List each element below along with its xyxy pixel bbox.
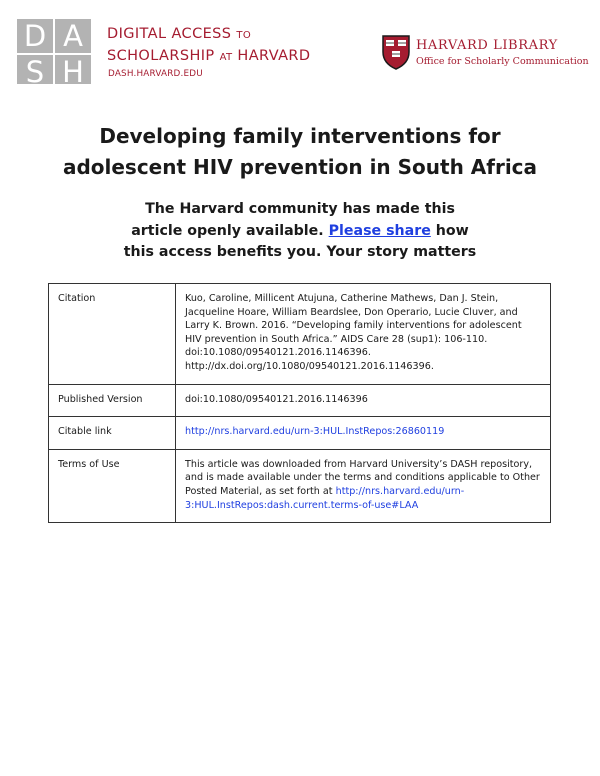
share-line-2-start: article openly available. [131,222,329,239]
dash-title-line-1 [107,24,310,46]
citable-link[interactable]: http://nrs.harvard.edu/urn-3:HUL.InstRepos:26860119 [185,426,445,438]
published-version-label: Published Version [49,384,176,417]
dash-title-text-3: HARVARD [237,48,311,64]
dash-logo-letter-a: A [54,18,92,54]
document-title [20,121,580,183]
share-line-2-end: how [430,222,469,239]
dash-title-small-2: AT [219,52,233,63]
dash-logo-letter-s: S [16,54,54,90]
dash-title [107,24,310,68]
citable-link-label: Citable link [49,417,176,450]
dash-logo-letter-d: D [16,18,54,54]
please-share-link[interactable]: Please share [328,222,431,239]
dash-title-text-2: SCHOLARSHIP [107,48,215,64]
metadata-table [48,283,551,523]
share-line-3: this access benefits you. Your story matters [123,244,477,260]
dash-title-small-1: TO [236,30,251,41]
dash-title-line-2 [107,46,310,68]
terms-of-use-text: This article was downloaded from Harvard University’s DASH repository, and is made available under the terms and conditions applicable to Other Posted Material, as set forth at [185,458,540,497]
harvard-library-subtitle: Office for Scholarly Communication [416,56,589,67]
table-row-terms-of-use [49,449,551,522]
share-line-1: The Harvard community has made this [145,201,455,217]
harvard-shield-icon [381,34,411,70]
citation-text: Kuo, Caroline, Millicent Atujuna, Catherine Mathews, Dan J. Stein, Jacqueline Hoare, William Beardslee, Don Operario, Lucie Cluver, and Larry K. Brown. 2016. “Developing family interventions for adolescent HIV prevention in South Africa.” AIDS Care 28 (sup1): 106-110. doi:10.1080/09540121.2016.1146396. http://dx.doi.org/10.1080/09540121.2016.1146396. [176,284,551,385]
dash-logo [16,18,92,89]
terms-of-use-cell [176,449,551,522]
harvard-library-name: HARVARD LIBRARY [416,38,558,53]
citable-link-cell [176,417,551,450]
dash-logo-letter-h: H [54,54,92,90]
dash-title-text-1: DIGITAL ACCESS [107,26,232,42]
published-version-value: doi:10.1080/09540121.2016.1146396 [176,384,551,417]
citation-label: Citation [49,284,176,385]
dash-url[interactable]: DASH.HARVARD.EDU [108,69,203,79]
table-row-citation [49,284,551,385]
table-row-published-version [49,384,551,417]
terms-of-use-label: Terms of Use [49,449,176,522]
title-line-1: Developing family interventions for [99,124,501,148]
share-message [20,199,580,264]
terms-of-use-link[interactable]: http://nrs.harvard.edu/urn-3:HUL.InstRepos:dash.current.terms-of-use#LAA [185,485,465,511]
title-line-2: adolescent HIV prevention in South Africa [62,155,538,179]
share-line-2 [20,221,580,243]
table-row-citable-link [49,417,551,450]
